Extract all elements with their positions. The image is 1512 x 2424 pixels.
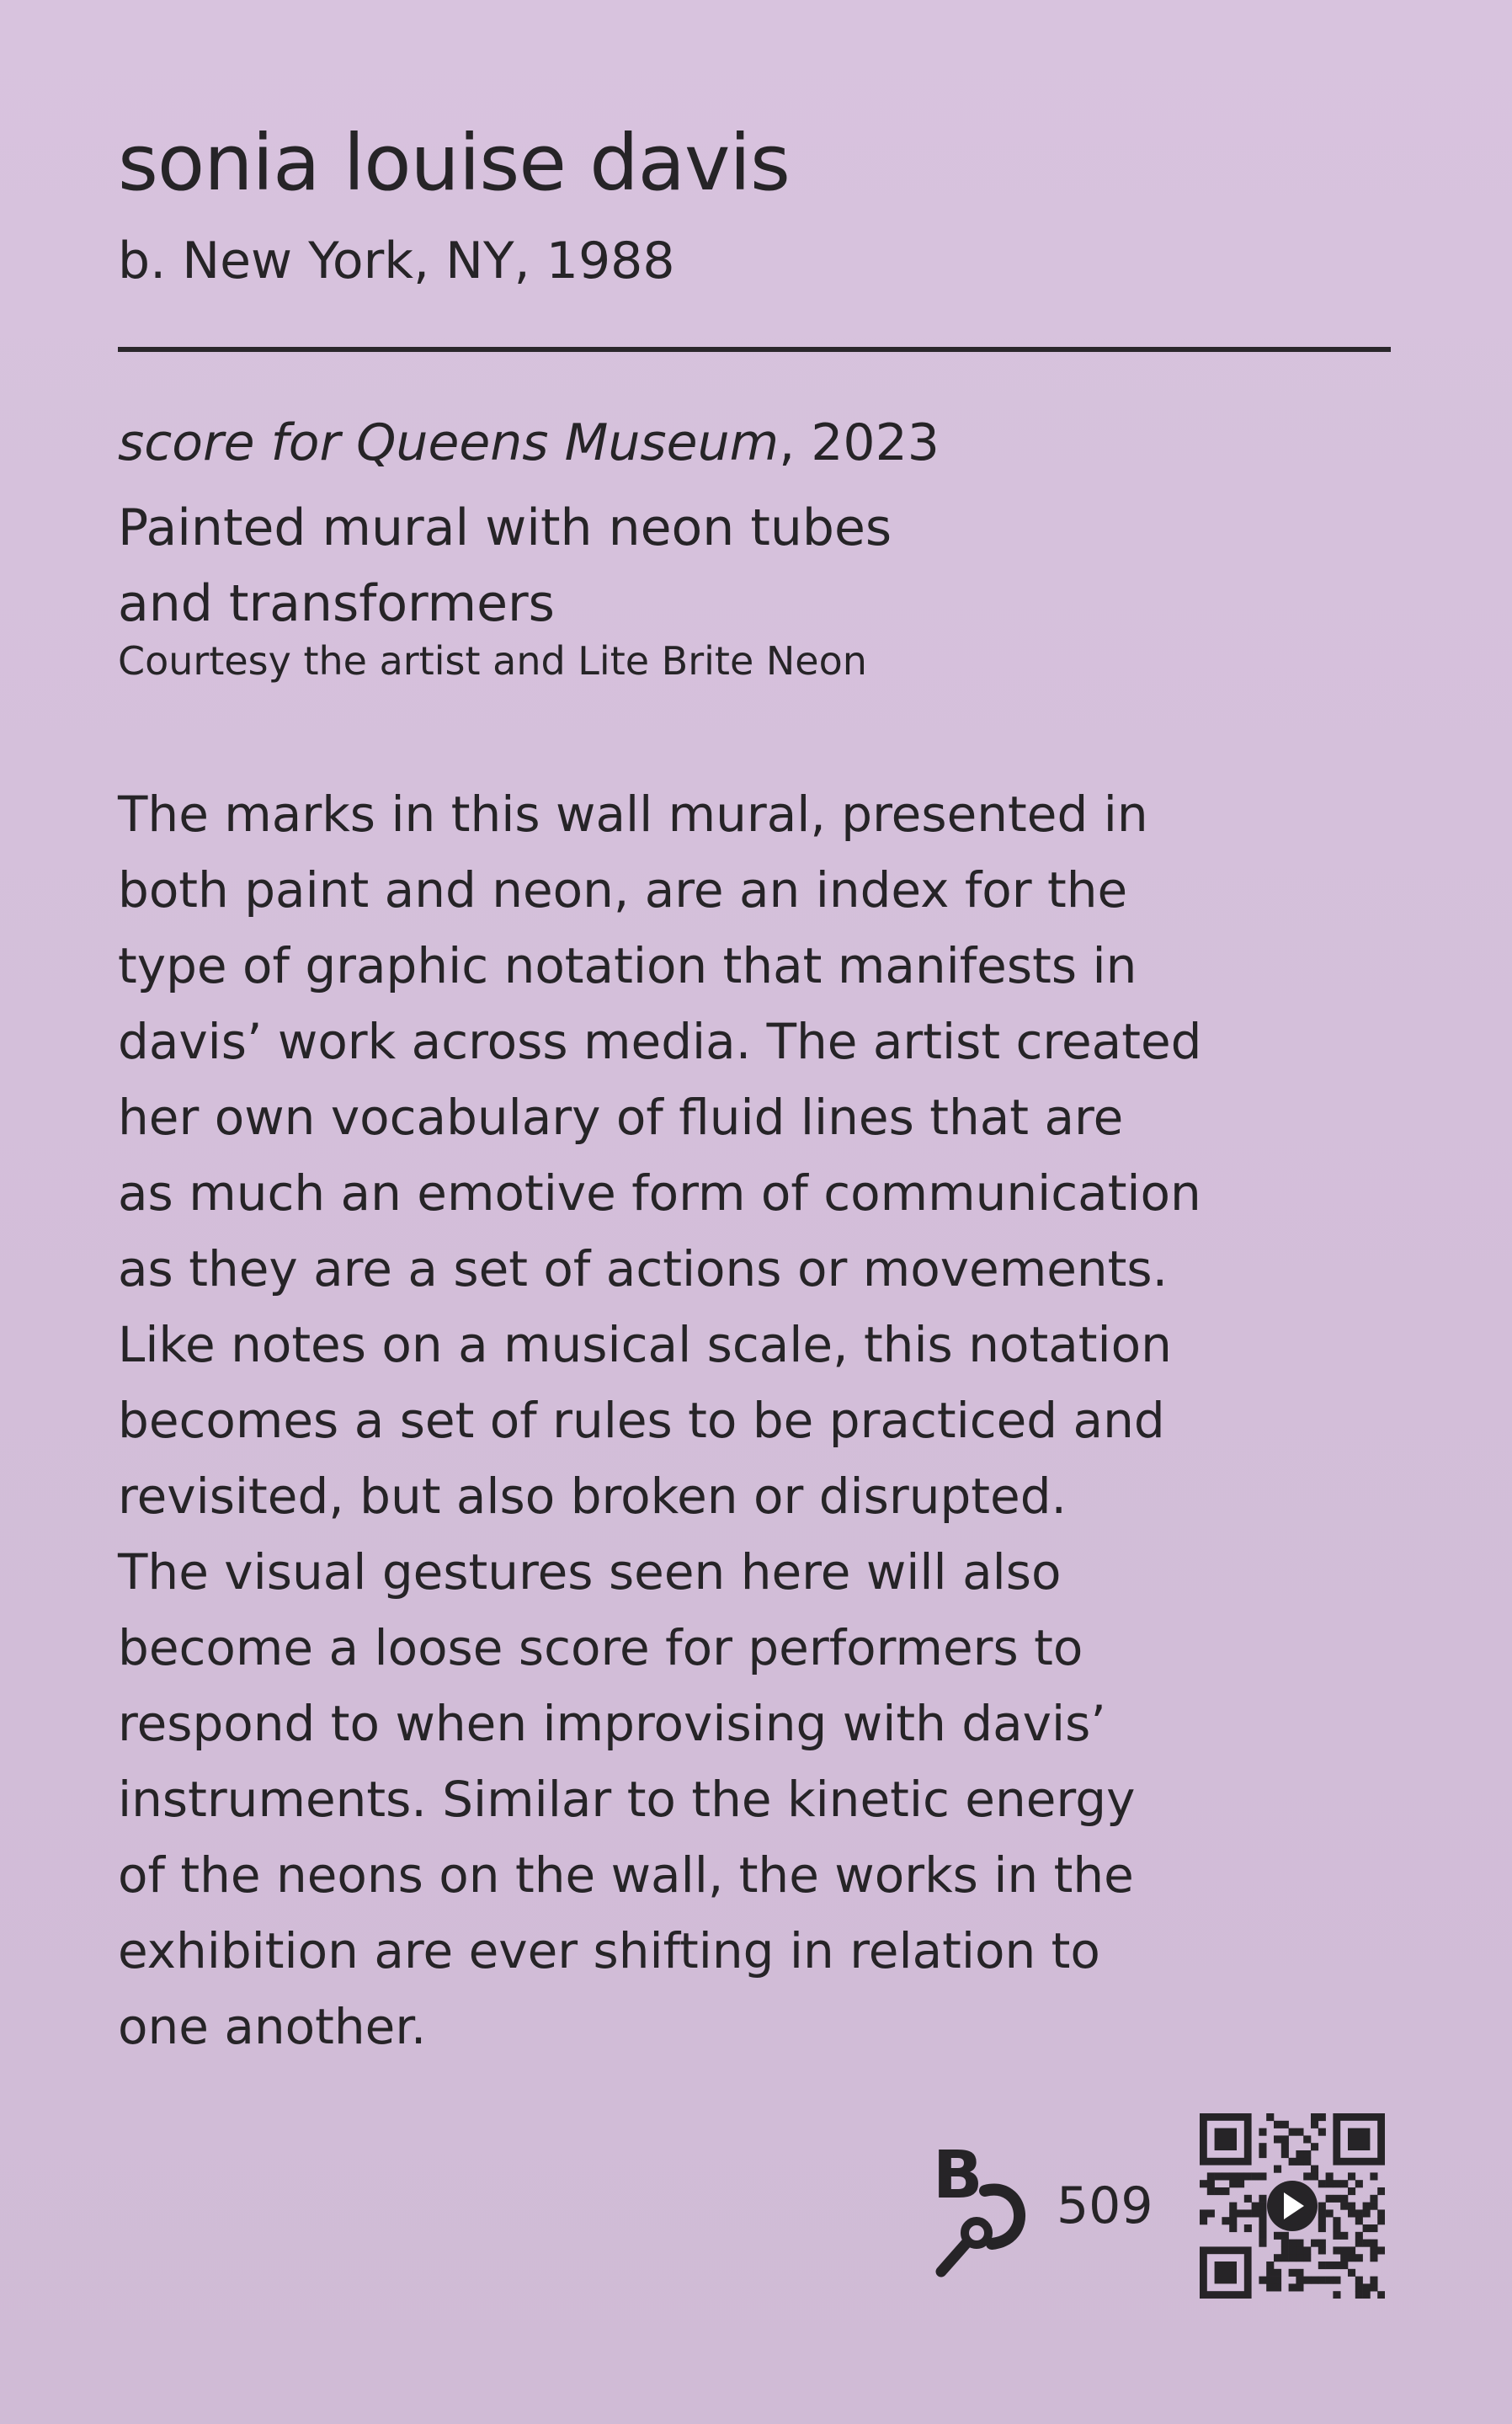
svg-text:B: B: [933, 2139, 983, 2214]
description-line: as they are a set of actions or movements.: [118, 1240, 1169, 1297]
description-line: exhibition are ever shifting in relation to: [118, 1922, 1100, 1979]
description-line: instruments. Similar to the kinetic energy: [118, 1771, 1136, 1828]
description-line: becomes a set of rules to be practiced and: [118, 1392, 1165, 1449]
audio-stop-number: 509: [1057, 2176, 1153, 2235]
artist-bio: b. New York, NY, 1988: [118, 232, 675, 290]
description-line: revisited, but also broken or disrupted.: [118, 1468, 1067, 1525]
artist-name: sonia louise davis: [118, 118, 790, 208]
description-line: her own vocabulary of fluid lines that are: [118, 1089, 1124, 1146]
description-line: The visual gestures seen here will also: [118, 1543, 1062, 1601]
work-medium-line: Painted mural with neon tubes: [118, 498, 892, 557]
audio-guide-logo-icon: [926, 2139, 1036, 2282]
work-medium-line: and transformers: [118, 574, 555, 633]
work-medium: [118, 490, 892, 642]
description-line: as much an emotive form of communication: [118, 1164, 1201, 1222]
work-year: , 2023: [779, 413, 940, 472]
description-text: [118, 776, 1431, 2064]
description-line: davis’ work across media. The artist created: [118, 1013, 1202, 1070]
description-line: both paint and neon, are an index for the: [118, 861, 1128, 919]
work-credit: Courtesy the artist and Lite Brite Neon: [118, 638, 867, 684]
work-title-line: [118, 413, 940, 473]
work-title: score for Queens Museum: [118, 413, 780, 472]
description-line: type of graphic notation that manifests in: [118, 937, 1137, 994]
description-line: respond to when improvising with davis’: [118, 1695, 1106, 1752]
description-line: become a loose score for performers to: [118, 1619, 1083, 1676]
qr-code-icon[interactable]: [1200, 2113, 1385, 2299]
description-line: one another.: [118, 1998, 427, 2055]
audio-guide-footer: [926, 2113, 1398, 2307]
description-line: The marks in this wall mural, presented in: [118, 786, 1148, 843]
divider-rule: [118, 347, 1391, 352]
description-line: Like notes on a musical scale, this notation: [118, 1316, 1172, 1373]
description-line: of the neons on the wall, the works in the: [118, 1846, 1134, 1904]
